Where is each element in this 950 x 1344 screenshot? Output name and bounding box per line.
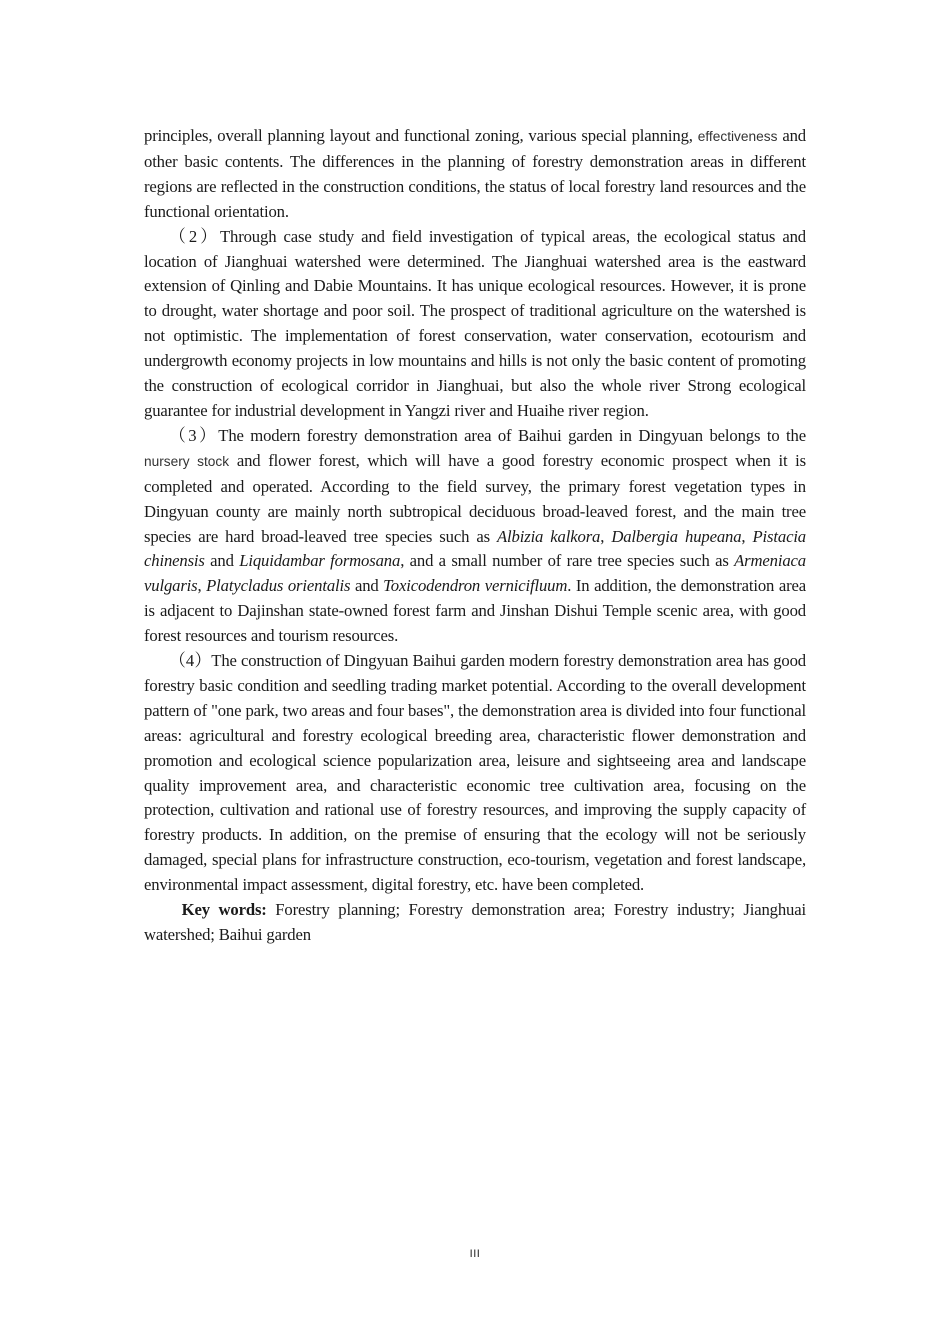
species-name: Platycladus orientalis	[206, 576, 351, 596]
species-name: Liquidambar formosana	[239, 551, 401, 571]
text-segment: ,	[741, 526, 753, 546]
text-segment: ,	[197, 576, 207, 596]
species-name: Armeniaca vulgaris	[144, 551, 807, 596]
species-name: Pistacia chinensis	[144, 526, 807, 571]
species-name: Toxicodendron vernicifluum	[383, 576, 568, 596]
keywords-line	[144, 898, 806, 948]
text-segment: ,	[600, 526, 612, 546]
text-segment-sans: nursery stock	[144, 453, 230, 470]
text-segment: and other basic contents. The differences in the planning of forestry demonstration areas in different regions are reflected in the construction conditions, the status of local forestry land resources and the functional orientation.	[144, 126, 807, 221]
text-segment: . In addition, the demonstration area is adjacent to Dajinshan state-owned forest farm and Jinshan Dishui Temple scenic area, with good forest resources and tourism resources.	[144, 576, 807, 646]
paragraph-number: （2）	[169, 226, 220, 246]
paragraph-number: （4）	[169, 651, 212, 671]
text-segment: and	[204, 551, 240, 571]
paragraph-2	[144, 225, 806, 424]
text-segment: principles, overall planning layout and functional zoning, various special planning,	[144, 126, 698, 145]
paragraph-1-continuation	[144, 124, 806, 225]
keywords-text: Forestry planning; Forestry demonstration area; Forestry industry; Jianghuai watershed; Baihui garden	[144, 900, 806, 944]
text-segment: and	[350, 576, 384, 596]
paragraph-number: （3）	[169, 425, 219, 445]
text-segment: , and a small number of rare tree species such as	[400, 551, 735, 571]
text-segment: The modern forestry demonstration area of Baihui garden in Dingyuan belongs to the	[218, 425, 806, 445]
keywords-label: Key words:	[181, 900, 267, 920]
paragraph-3	[144, 424, 806, 649]
text-segment: and flower forest, which will have a good forestry economic prospect when it is completed and operated. According to the field survey, the primary forest vegetation types in Dingyuan county are mainly north subtropical deciduous broad-leaved forest, and the main tree species are hard broad-leaved tree species such as	[144, 450, 806, 546]
paragraph-4	[144, 649, 806, 898]
species-name: Dalbergia hupeana	[611, 526, 742, 546]
text-segment: The construction of Dingyuan Baihui garden modern forestry demonstration area has good forestry basic condition and seedling trading market potential. According to the overall development pattern of "one park, two areas and four bases", the demonstration area is divided into four functional areas: agricultural and forestry ecological breeding area, characteristic flower demonstration and promotion and ecological science popularization area, leisure and sightseeing area and landscape quality improvement area, and characteristic economic tree cultivation area, focusing on the protection, cultivation and rational use of forestry resources, and improving the supply capacity of forestry products. In addition, on the premise of ensuring that the ecology will not be seriously damaged, special plans for infrastructure construction, eco-tourism, vegetation and forest landscape, environmental impact assessment, digital forestry, etc. have been completed.	[144, 651, 806, 895]
document-page	[144, 124, 806, 948]
species-name: Albizia kalkora	[497, 526, 601, 546]
text-segment-sans: effectiveness	[697, 129, 778, 145]
text-segment: Through case study and field investigation of typical areas, the ecological status and location of Jianghuai watershed were determined. The Jianghuai watershed area is the eastward extension of Qinling and Dabie Mountains. It has unique ecological resources. However, it is prone to drought, water shortage and poor soil. The prospect of traditional agriculture on the watershed is not optimistic. The implementation of forest conservation, water conservation, ecotourism and undergrowth economy projects in low mountains and hills is not only the basic content of promoting the construction of ecological corridor in Jianghuai, but also the whole river Strong ecological guarantee for industrial development in Yangzi river and Huaihe river region.	[144, 226, 806, 420]
page-number: III	[469, 1248, 481, 1260]
